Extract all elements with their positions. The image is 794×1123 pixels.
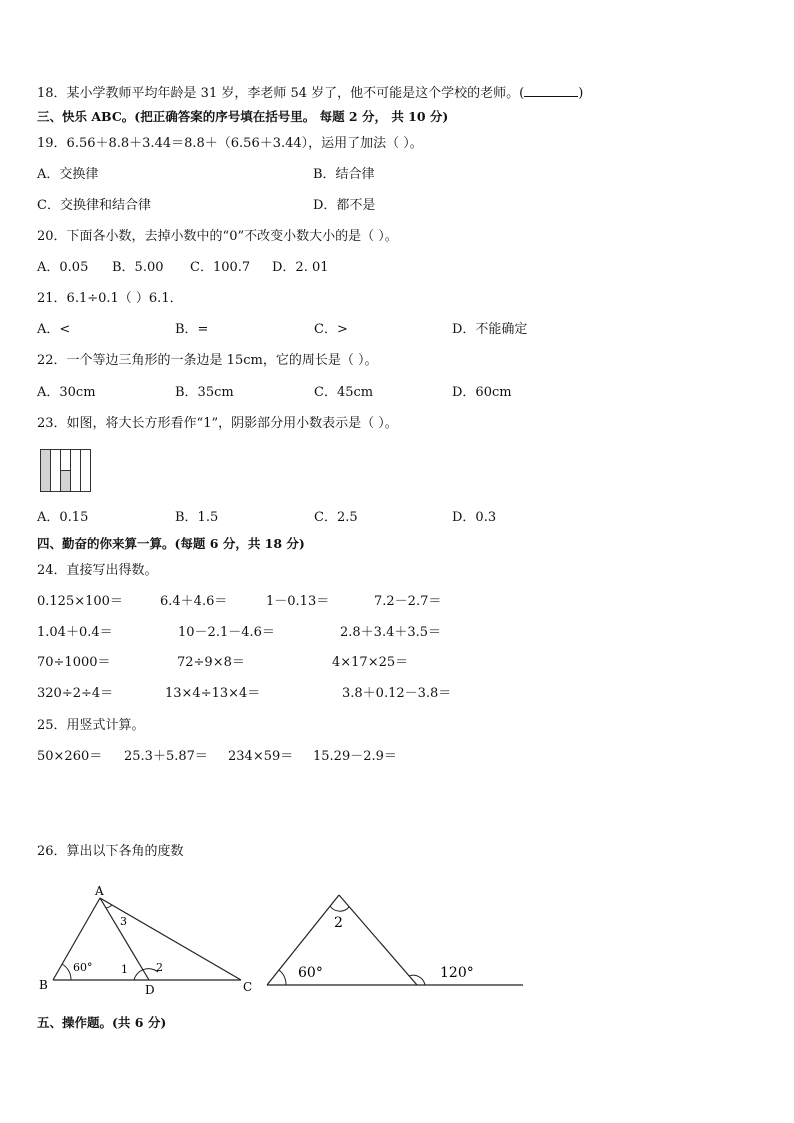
rectangle-figure — [40, 449, 94, 493]
q18-answer-blank[interactable] — [524, 84, 578, 97]
angle-1-label: 1 — [121, 963, 128, 976]
angle-120-label: 120° — [440, 965, 474, 981]
q22-option-a[interactable]: A．30cm — [37, 385, 96, 400]
calc-item[interactable]: 320÷2÷4＝ — [37, 686, 114, 701]
q24-stem: 24．直接写出得数。 — [37, 563, 158, 578]
q19-option-a[interactable]: A．交换律 — [37, 167, 99, 182]
vertical-calc-item[interactable]: 15.29－2.9＝ — [313, 749, 397, 764]
q23-option-b[interactable]: B．1.5 — [175, 510, 219, 525]
q25-stem: 25．用竖式计算。 — [37, 718, 145, 733]
angle-2-label: 2 — [334, 915, 343, 931]
calc-item[interactable]: 4×17×25＝ — [332, 655, 409, 670]
vertical-calc-item[interactable]: 25.3＋5.87＝ — [124, 749, 208, 764]
vertical-calc-item[interactable]: 50×260＝ — [37, 749, 103, 764]
calc-item[interactable]: 10－2.1－4.6＝ — [178, 625, 275, 640]
q23-option-a[interactable]: A．0.15 — [37, 510, 89, 525]
q21-option-a[interactable]: A．< — [37, 322, 71, 337]
q18-line: 18．某小学教师平均年龄是 31 岁，李老师 54 岁了，他不可能是这个学校的老师。( ) — [37, 86, 584, 101]
calc-item[interactable]: 70÷1000＝ — [37, 655, 111, 670]
section-4-title: 四、勤奋的你来算一算。(每题 6 分，共 18 分) — [37, 536, 305, 551]
label-b: B — [39, 978, 48, 992]
angle-2-label: 2 — [156, 961, 163, 974]
shaded-half-strip — [61, 471, 71, 492]
angle-3-label: 3 — [120, 915, 127, 928]
calc-item[interactable]: 72÷9×8＝ — [177, 655, 245, 670]
q19-stem: 19．6.56＋8.8＋3.44＝8.8＋（6.56＋3.44），运用了加法（ ）。 — [37, 136, 423, 151]
q22-option-d[interactable]: D．60cm — [452, 385, 512, 400]
q20-option-a[interactable]: A．0.05 — [37, 260, 89, 275]
angle-60-label: 60° — [298, 965, 323, 981]
q26-stem: 26．算出以下各角的度数 — [37, 844, 184, 859]
triangle-figure-abc — [30, 878, 270, 998]
calc-item[interactable]: 3.8＋0.12－3.8＝ — [342, 686, 452, 701]
q21-stem: 21．6.1÷0.1（ ）6.1． — [37, 291, 183, 306]
section-3-title: 三、快乐 ABC。(把正确答案的序号填在括号里。 每题 2 分， 共 10 分) — [37, 109, 449, 124]
vertical-calc-item[interactable]: 234×59＝ — [228, 749, 294, 764]
calc-item[interactable]: 1－0.13＝ — [266, 594, 330, 609]
q21-option-b[interactable]: B．= — [175, 322, 209, 337]
label-a: A — [95, 884, 104, 898]
calc-item[interactable]: 0.125×100＝ — [37, 594, 123, 609]
q22-option-b[interactable]: B．35cm — [175, 385, 234, 400]
label-c: C — [243, 980, 253, 994]
q21-option-c[interactable]: C．> — [314, 322, 348, 337]
q22-stem: 22．一个等边三角形的一条边是 15cm，它的周长是（ ）。 — [37, 353, 378, 368]
q23-stem: 23．如图，将大长方形看作“1”，阴影部分用小数表示是（ ）。 — [37, 416, 398, 431]
q20-option-b[interactable]: B．5.00 — [112, 260, 164, 275]
q20-option-c[interactable]: C．100.7 — [190, 260, 251, 275]
q19-option-c[interactable]: C．交换律和结合律 — [37, 198, 151, 213]
q19-option-d[interactable]: D．都不是 — [313, 198, 376, 213]
triangle-figure-exterior — [262, 885, 527, 995]
q19-option-b[interactable]: B．结合律 — [313, 167, 375, 182]
q22-option-c[interactable]: C．45cm — [314, 385, 374, 400]
calc-item[interactable]: 6.4＋4.6＝ — [160, 594, 228, 609]
angle-b-label: 60° — [73, 961, 93, 974]
q23-option-d[interactable]: D．0.3 — [452, 510, 497, 525]
calc-item[interactable]: 1.04＋0.4＝ — [37, 625, 113, 640]
q20-stem: 20．下面各小数，去掉小数中的“0”不改变小数大小的是（ ）。 — [37, 229, 398, 244]
calc-item[interactable]: 13×4÷13×4＝ — [165, 686, 261, 701]
section-5-title: 五、操作题。(共 6 分) — [37, 1015, 167, 1030]
shaded-strip-1 — [41, 450, 51, 492]
label-d: D — [145, 983, 155, 997]
q23-option-c[interactable]: C．2.5 — [314, 510, 358, 525]
calc-item[interactable]: 7.2－2.7＝ — [374, 594, 442, 609]
q20-option-d[interactable]: D．2. 01 — [272, 260, 329, 275]
calc-item[interactable]: 2.8＋3.4＋3.5＝ — [340, 625, 442, 640]
q21-option-d[interactable]: D．不能确定 — [452, 322, 528, 337]
